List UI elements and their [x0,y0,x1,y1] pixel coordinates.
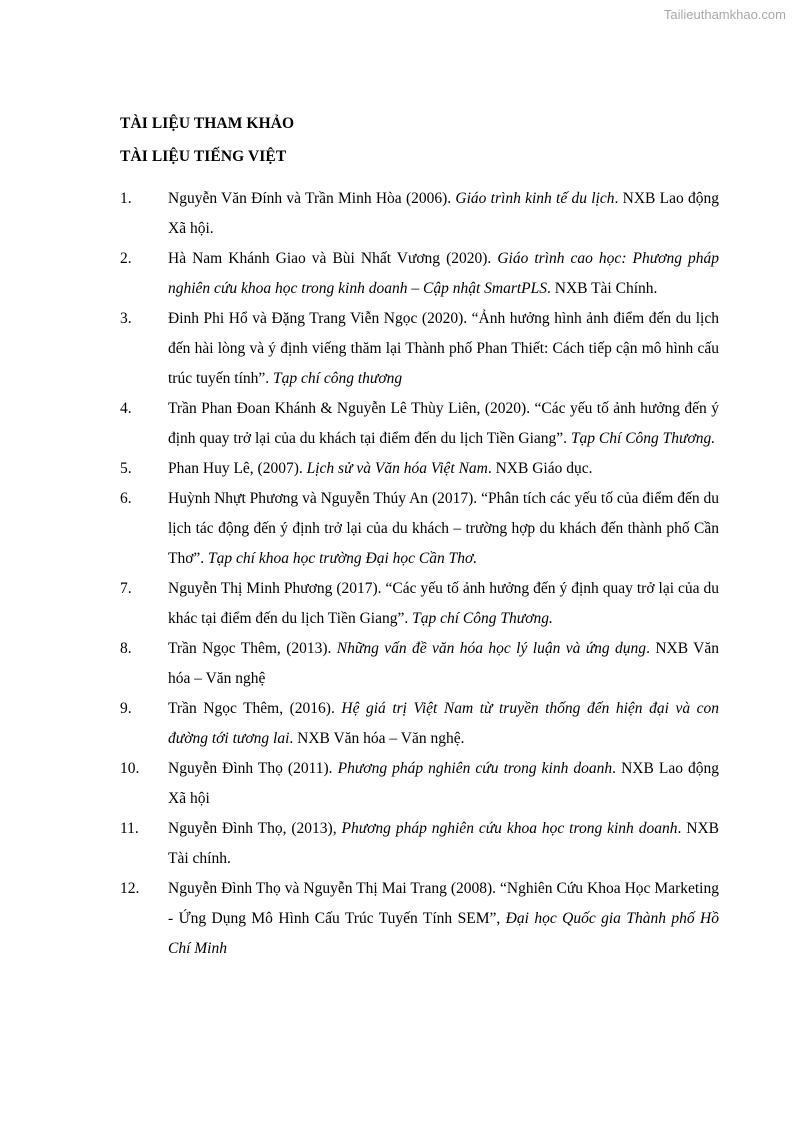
reference-number: 9. [120,700,132,717]
reference-item [0,394,794,454]
reference-segment: Đinh Phi Hổ và Đặng Trang Viễn Ngọc (2020). “Ảnh hưởng hình ảnh điểm đến du lịch đến hài lòng và ý định viếng thăm lại Thành phố Phan Thiết: Cách tiếp cận mô hình cấu trúc tuyến tính”. [168,310,719,387]
reference-text [168,184,719,244]
reference-item [0,244,794,304]
reference-segment: Nguyễn Đình Thọ (2011). [168,760,338,777]
reference-item [0,304,794,394]
reference-segment: Nguyễn Văn Đính và Trần Minh Hòa (2006). [168,190,456,207]
reference-segment: . NXB Tài chính. [168,820,719,867]
reference-number: 7. [120,580,132,597]
reference-text [168,304,719,394]
reference-title: Đại học Quốc gia Thành phố Hồ Chí Minh [168,910,719,957]
page-title: TÀI LIỆU THAM KHẢO [120,115,295,132]
reference-item [0,574,794,634]
reference-item [0,754,794,814]
reference-title: Phương pháp nghiên cứu khoa học trong kinh doanh [341,820,678,837]
reference-text [168,484,719,574]
reference-title: Giáo trình kinh tế du lịch [455,190,615,207]
reference-segment: . NXB Lao động Xã hội. [168,190,720,237]
reference-item [0,814,794,874]
reference-segment: Hà Nam Khánh Giao và Bùi Nhất Vương (2020). [168,250,498,267]
reference-number: 4. [120,400,132,417]
reference-text [168,394,719,454]
reference-list [0,184,794,964]
reference-title: Phương pháp nghiên cứu trong kinh doanh [337,760,613,777]
reference-segment: . NXB Giáo dục. [487,460,593,477]
reference-text [168,634,719,694]
reference-title: Tạp chí Công Thương. [412,610,553,627]
reference-item [0,454,794,484]
reference-segment: Trần Ngọc Thêm, (2016). [168,700,342,717]
reference-item [0,184,794,244]
reference-segment: Phan Huy Lê, (2007). [168,460,307,477]
reference-segment: . NXB Lao động Xã hội [168,760,720,807]
reference-number: 1. [120,190,132,207]
reference-item [0,694,794,754]
reference-segment: Trần Phan Đoan Khánh & Nguyễn Lê Thùy Liên, (2020). “Các yếu tố ảnh hưởng đến ý định quay trở lại của du khách tại điểm đến du lịch Tiền Giang”. [168,400,719,447]
reference-number: 8. [120,640,132,657]
reference-title: Hệ giá trị Việt Nam từ truyền thống đến hiện đại và con đường tới tương lai [168,700,719,747]
reference-text [168,754,719,814]
reference-item [0,634,794,694]
reference-title: Lịch sử và Văn hóa Việt Nam [306,460,488,477]
reference-segment: . NXB Văn hóa – Văn nghệ [168,640,719,687]
reference-title: Tạp Chí Công Thương. [570,430,716,447]
reference-segment: Trần Ngọc Thêm, (2013). [168,640,337,657]
reference-title: Tạp chí khoa học trường Đại học Cần Thơ. [208,550,478,567]
reference-number: 2. [120,250,132,267]
reference-number: 12. [120,880,140,897]
reference-item [0,874,794,964]
reference-text [168,574,719,634]
reference-title: Giáo trình cao học: Phương pháp nghiên cứu khoa học trong kinh doanh – Cập nhật SmartPLS [168,250,719,297]
reference-number: 11. [120,820,139,837]
reference-segment: . NXB Văn hóa – Văn nghệ. [289,730,465,747]
reference-number: 3. [120,310,132,327]
reference-title: Tạp chí công thương [273,370,403,387]
reference-segment: Nguyễn Đình Thọ và Nguyễn Thị Mai Trang (2008). “Nghiên Cứu Khoa Học Marketing - Ứng Dụng Mô Hình Cấu Trúc Tuyến Tính SEM”, [168,880,719,927]
reference-text [168,874,719,964]
watermark-text: Tailieuthamkhao.com [663,7,786,22]
reference-item [0,484,794,574]
reference-segment: Huỳnh Nhựt Phương và Nguyễn Thúy An (2017). “Phân tích các yếu tố của điểm đến du lịch tác động đến ý định trở lại của du khách – trường hợp du khách đến thành phố Cần Thơ”. [168,490,719,567]
reference-number: 10. [120,760,140,777]
reference-number: 6. [120,490,132,507]
reference-text [168,814,719,874]
reference-title: Những vấn đề văn hóa học lý luận và ứng dụng [336,640,647,657]
reference-text [168,694,719,754]
reference-segment: Nguyễn Đình Thọ, (2013), [168,820,342,837]
reference-segment: . NXB Tài Chính. [547,280,658,297]
reference-text [168,454,719,484]
reference-text [168,244,719,304]
reference-number: 5. [120,460,132,477]
section-title: TÀI LIỆU TIẾNG VIỆT [120,148,287,165]
reference-segment: Nguyễn Thị Minh Phương (2017). “Các yếu tố ảnh hưởng đến ý định quay trở lại của du khác tại điểm đến du lịch Tiền Giang”. [168,580,719,627]
